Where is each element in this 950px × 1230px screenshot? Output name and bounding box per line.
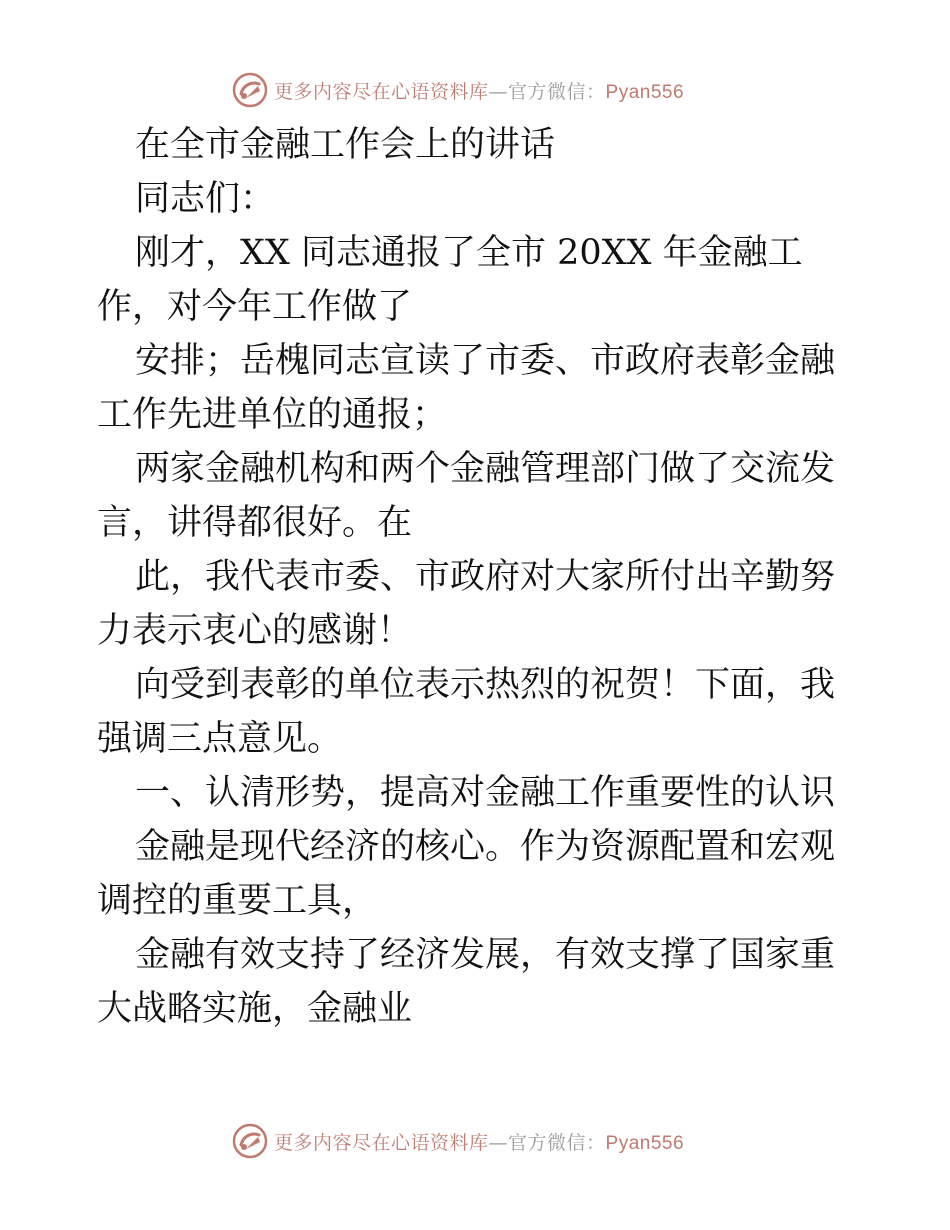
watermark-text: [274, 77, 684, 104]
watermark-dash: —: [488, 1131, 509, 1154]
paragraph-line: 此，我代表市委、市政府对大家所付出辛勤努力表示衷心的感谢！: [97, 557, 836, 651]
footer-watermark: [232, 1121, 684, 1161]
paragraph-line: 向受到表彰的单位表示热烈的祝贺！下面，我强调三点意见。: [97, 665, 836, 759]
speech-title: 在全市金融工作会上的讲话: [135, 125, 556, 165]
watermark-dash: —: [488, 80, 509, 103]
paragraph-line: 两家金融机构和两个金融管理部门做了交流发言，讲得都很好。在: [97, 449, 836, 543]
section-heading: 一、认清形势，提高对金融工作重要性的认识: [135, 773, 836, 813]
watermark-red-text: 更多内容尽在心语资料库: [274, 80, 489, 103]
salutation: 同志们：: [135, 179, 276, 219]
watermark-handle: Pyan556: [605, 81, 685, 103]
header-watermark: [232, 70, 684, 110]
watermark-text: [274, 1128, 684, 1155]
paragraph-line: 金融有效支持了经济发展，有效支撑了国家重大战略实施，金融业: [97, 935, 836, 1029]
watermark-handle: Pyan556: [605, 1132, 685, 1154]
wechat-red-logo-icon: [232, 72, 268, 108]
speech-body: [97, 118, 857, 1036]
wechat-red-logo-icon: [232, 1123, 268, 1159]
paragraph-line: 金融是现代经济的核心。作为资源配置和宏观调控的重要工具，: [97, 827, 836, 921]
watermark-red-text: 更多内容尽在心语资料库: [274, 1131, 489, 1154]
watermark-gray-text: 官方微信：: [508, 1131, 606, 1154]
paragraph-line: 安排；岳槐同志宣读了市委、市政府表彰金融工作先进单位的通报；: [97, 341, 836, 435]
watermark-gray-text: 官方微信：: [508, 80, 606, 103]
paragraph-line: 刚才，XX 同志通报了全市 20XX 年金融工作，对今年工作做了: [97, 233, 803, 327]
